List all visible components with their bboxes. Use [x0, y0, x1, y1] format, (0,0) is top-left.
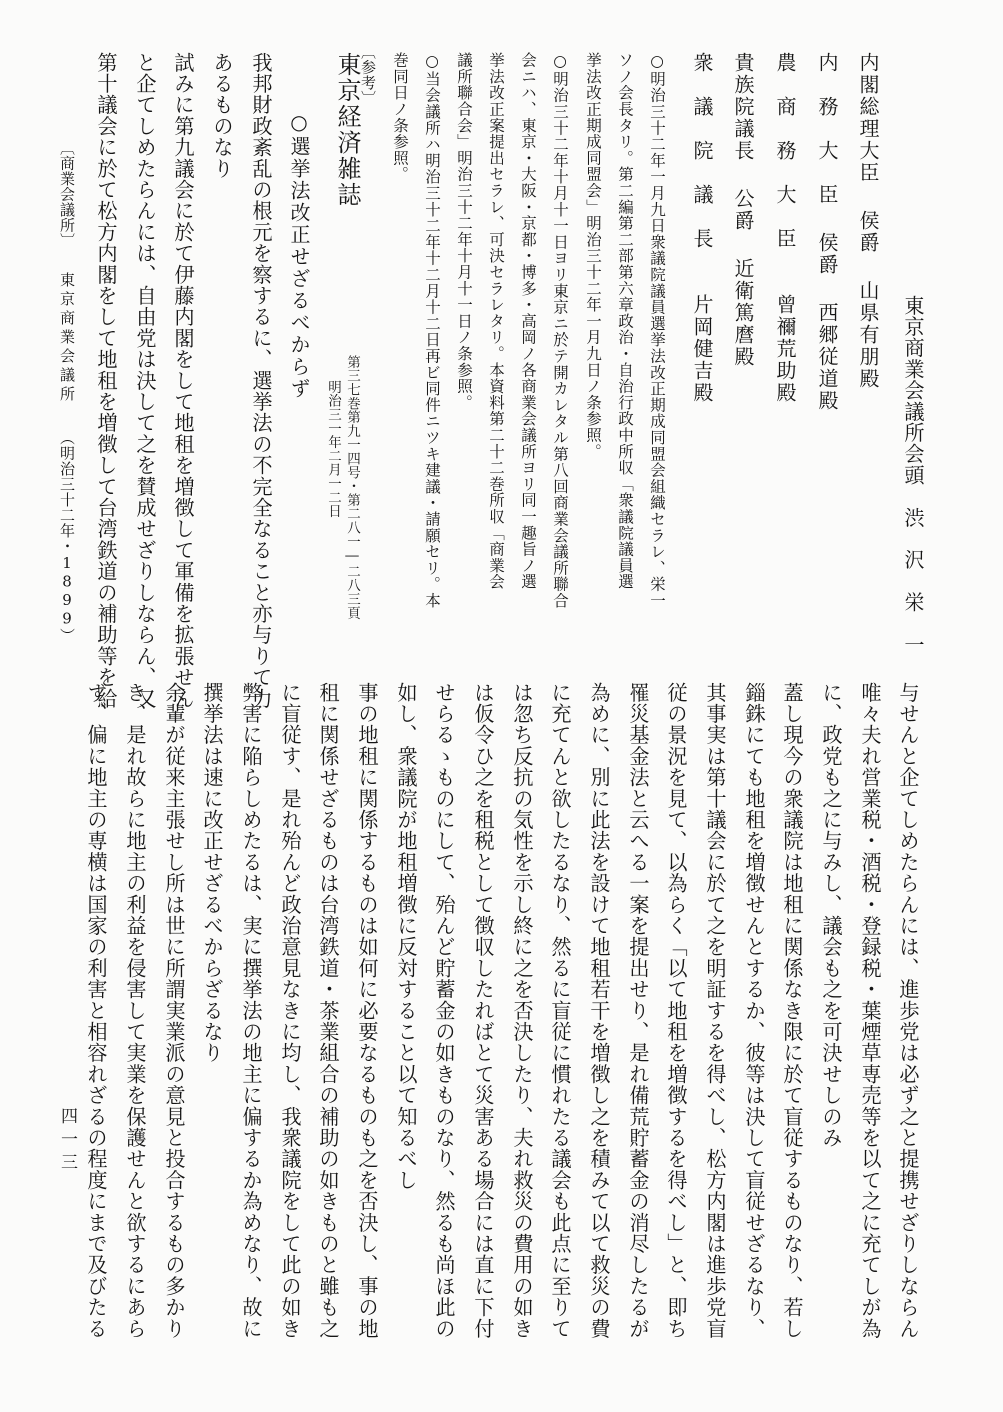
body-line: 唯々夫れ営業税・酒税・登録税・葉煙草専売等を以て之に充てしが為 [858, 682, 882, 1340]
footer-date: （明治三十二年・1899） [58, 430, 76, 644]
footer-organization: 東京商業会議所 [58, 272, 76, 405]
body-line: 弊害に陥らしめたるは、実に撰挙法の地主に偏するか為めなり、故に [239, 682, 263, 1340]
recipient-line: 内閣総理大臣 侯爵 山県有朋殿 [856, 52, 880, 390]
body-line: は忽ち反抗の気性を示し終に之を否決したり、夫れ救災の費用の如き [510, 682, 534, 1340]
note-line: ○明治三十二年十月十一日ヨリ東京ニ於テ開カレタル第八回商業会議所聯合 [551, 52, 569, 609]
recipient-line: 内 務 大 臣 侯爵 西郷従道殿 [815, 52, 839, 412]
recipient-line: 貴族院議長 公爵 近衛篤麿殿 [731, 52, 755, 368]
body-line: 与せんと企てしめたらんには、進歩党は必ず之と提携せざりしならん [896, 682, 920, 1340]
body-line: と企てしめたらんには、自由党は決して之を賛成せざりしならん、又 [133, 52, 157, 710]
note-line: ○明治三十二年一月九日衆議院議員選挙法改正期成同盟会組織セラレ、栄一 [648, 52, 666, 609]
body-line: 罹災基金法と云へる一案を提出せり、是れ備荒貯蓄金の消尽したるが [626, 682, 650, 1340]
body-line: に充てんと欲したるなり、然るに盲従に慣れたる議会も此点に至りて [548, 682, 572, 1340]
body-line: は仮令ひ之を租税として徴収したればとて災害ある場合には直に下付 [471, 682, 495, 1340]
body-line: 第十議会に於て松方内閣をして地租を増徴して台湾鉄道の補助等を給 [94, 52, 118, 710]
note-line: 巻同日ノ条参照。 [391, 52, 409, 183]
body-line: 従の景況を見て、以為らく「以て地租を増徴するを得べし」と、即ち [664, 682, 688, 1340]
footer-section: 〔商業会議所〕 [58, 140, 76, 249]
body-line: き、是れ故らに地主の利益を侵害して実業を保護せんと欲するにあら [123, 682, 147, 1340]
body-line: 試みに第九議会に於て伊藤内閣をして地租を増徴して軍備を拡張せん [171, 52, 195, 710]
article-title: ○選挙法改正せざるべからず [287, 110, 311, 400]
body-line: 撰挙法は速に改正せざるべからざるなり [200, 682, 224, 1064]
body-line: せらるゝものにして、殆んど貯蓄金の如きものなり、然るも尚ほ此の [432, 682, 456, 1340]
body-line: あるものなり [210, 52, 234, 180]
citation-line: 第三七巻第九一四号・第二八一―二八三頁 [344, 355, 360, 620]
body-line: 錙銖にても地租を増徴せんとするか、彼等は決して盲従せざるなり、 [742, 682, 766, 1340]
note-line: ○当会議所ハ明治三十二年十二月十二日再ビ同件ニツキ建議・請願セリ。本 [423, 52, 441, 609]
body-line: 為めに、別に此法を設けて地租若干を増徴し之を積みて以て救災の費 [587, 682, 611, 1340]
magazine-title: 東京経済雑誌 [333, 52, 361, 208]
note-line: 挙法改正案提出セラレ、可決セラレタリ。本資料第二十二巻所収「商業会 [487, 52, 505, 590]
body-line: 余輩が従来主張せし所は世に所謂実業派の意見と投合するもの多かり [162, 682, 186, 1340]
body-line: 我邦財政紊乱の根元を察するに、選挙法の不完全なること亦与りて力 [249, 52, 273, 710]
body-line: 事の地租に関係するものは如何に必要なるものも之を否決し、事の地 [355, 682, 379, 1340]
body-line: 租に関係せざるものは台湾鉄道・茶業組合の補助の如きものと雖も之 [316, 682, 340, 1340]
body-line: ず、偏に地主の専横は国家の利害と相容れざるの程度にまで及びたる [84, 682, 108, 1340]
note-line: ソノ会長タリ。第二編第二部第六章政治・自治行政中所収「衆議院議員選 [616, 52, 634, 590]
recipient-line: 農 商 務 大 臣 曾禰荒助殿 [773, 52, 797, 404]
body-line: に盲従す、是れ殆んど政治意見なきに均し、我衆議院をして此の如き [278, 682, 302, 1340]
note-line: 議所聯合会」明治三十二年十月十一日ノ条参照。 [455, 52, 473, 411]
body-line: 其事実は第十議会に於て之を明証するを得べし、松方内閣は進歩党盲 [703, 682, 727, 1340]
note-line: 挙法改正期成同盟会」明治三十二年一月九日ノ条参照。 [584, 52, 602, 460]
reference-label: 〔参考〕 [359, 44, 377, 106]
page-number: 四一三 [57, 1107, 77, 1176]
recipient-line: 衆 議 院 議 長 片岡健吉殿 [690, 52, 714, 404]
sender-line: 東京商業会議所会頭 渋 沢 栄 一 [901, 295, 925, 656]
body-line: に、政党も之に与みし、議会も之を可決せしのみ [819, 682, 843, 1149]
body-line: 蓋し現今の衆議院は地租に関係なき限に於て盲従するものなり、若し [780, 682, 804, 1340]
note-line: 会ニハ、東京・大阪・京都・博多・高岡ノ各商業会議所ヨリ同一趣旨ノ選 [519, 52, 537, 590]
body-line: 如し、衆議院が地租増徴に反対すること以て知るべし [394, 682, 418, 1191]
citation-line: 明治三一年二月一二日 [325, 380, 341, 518]
